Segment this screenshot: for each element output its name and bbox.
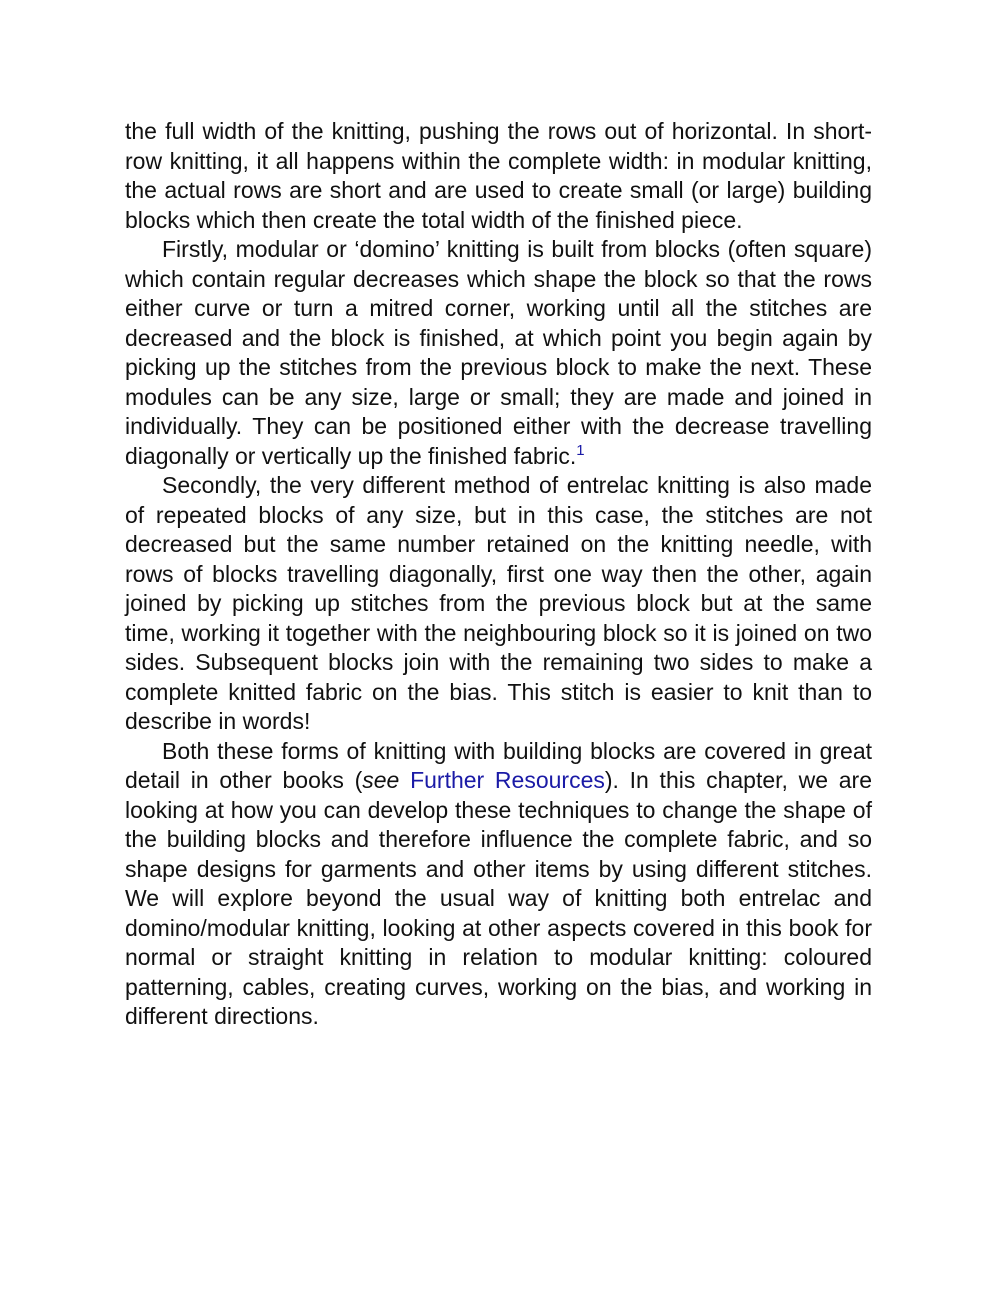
footnote-link[interactable]: 1 <box>576 441 585 459</box>
body-text <box>125 117 872 1032</box>
paragraph-modular-knitting <box>125 235 872 471</box>
paragraph-continuation <box>125 117 872 235</box>
paragraph-text-before: Both these forms of knitting with building blocks are covered in great detail in other books ( <box>125 737 872 793</box>
paragraph-text: Firstly, modular or ‘domino’ knitting is built from blocks (often square) which contain regular decreases which shape the block so that the rows either curve or turn a mitred corner, working until all the stitches are decreased and the block is finished, at which point you begin again by picking up the stitches from the previous block to make the next. These modules can be any size, large or small; they are made and joined in individually. They can be positioned either with the decrease travelling diagonally or vertically up the finished fabric. <box>125 236 872 469</box>
paragraph-entrelac-knitting <box>125 471 872 737</box>
see-reference: see <box>362 767 400 793</box>
paragraph-text: Secondly, the very different method of entrelac knitting is also made of repeated blocks of any size, but in this case, the stitches are not decreased but the same number retained on the knitting needle, with rows of blocks travelling diagonally, first one way then the other, again joined by picking up stitches from the previous block but at the same time, working it together with the neighbouring block so it is joined on two sides. Subsequent blocks join with the remaining two sides to make a complete knitted fabric on the bias. This stitch is easier to knit than to describe in words! <box>125 472 872 734</box>
paragraph-building-blocks <box>125 737 872 1032</box>
paragraph-text-after: ). In this chapter, we are looking at how you can develop these techniques to change the shape of the building blocks and therefore influence the complete fabric, and so shape designs for garments and other items by using different stitches. We will explore beyond the usual way of knitting both entrelac and domino/modular knitting, looking at other aspects covered in this book for normal or straight knitting in relation to modular knitting: coloured patterning, cables, creating curves, working on the bias, and working in different directions. <box>125 767 873 1029</box>
paragraph-text: the full width of the knitting, pushing the rows out of horizontal. In short-row knitting, it all happens within the complete width: in modular knitting, the actual rows are short and are used to create small (or large) building blocks which then create the total width of the finished piece. <box>125 118 872 233</box>
further-resources-link[interactable]: Further Resources <box>410 767 605 793</box>
